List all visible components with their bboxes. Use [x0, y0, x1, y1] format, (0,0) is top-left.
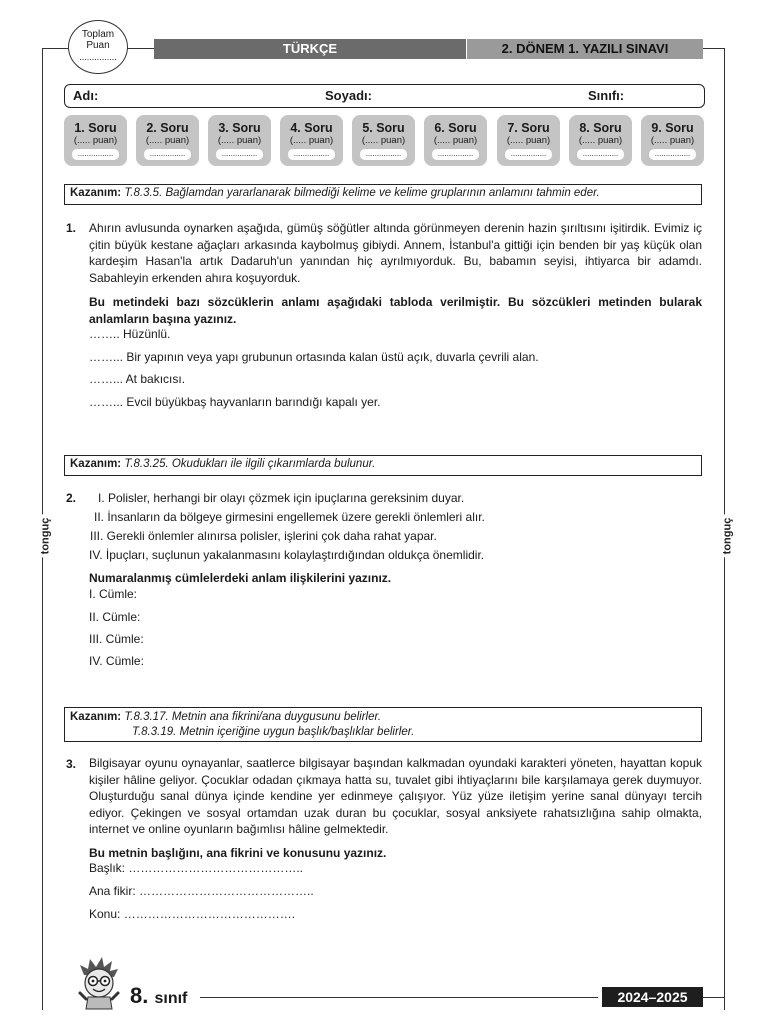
question-points: (..... puan)	[145, 135, 190, 146]
answer-line-2[interactable]: ……... Bir yapının veya yapı grubunun ortasında kalan üstü açık, duvarla çevrili alan.	[89, 350, 539, 364]
kazanim-box-2	[64, 455, 702, 476]
frame-top-mid-line	[126, 48, 154, 49]
answer-ana-fikir[interactable]: Ana fikir: ……………………………………..	[89, 884, 314, 898]
question-label: 9. Soru	[651, 121, 694, 135]
question-label: 1. Soru	[74, 121, 117, 135]
frame-bottom-line	[200, 997, 598, 998]
class-label: Sınıfı:	[588, 88, 625, 103]
question-label: 4. Soru	[290, 121, 333, 135]
question-points: (..... puan)	[433, 135, 478, 146]
mascot-icon	[72, 955, 126, 1011]
question-points: (..... puan)	[361, 135, 406, 146]
exam-title: 2. DÖNEM 1. YAZILI SINAVI	[467, 39, 703, 59]
grade-number: 8.	[130, 983, 149, 1008]
score-label-2: Puan	[86, 40, 110, 51]
question-blank: ................	[360, 149, 407, 160]
question-score-box[interactable]	[64, 115, 127, 166]
question-3-paragraph: Bilgisayar oyunu oynayanlar, saatlerce bilgisayar başından kalkmadan oyundaki karakteri yöneten, hayattan kopuk kişiler hâline geliyor. Çocuklar odadan çıkmaya hatta su, tuvalet gibi ihtiyaçlarını bile karşılamaya gerek duymuyor. Oluşturduğu sanal dünya içinde kendine yer edinmeye çalışıyor. Yüz yüze iletişim yerine sanal dünyayı tercih ediyor. Çekingen ve sosyal ortamdan uzak duran bu çocuklar, sosyal anksiyete rahatsızlığına sahip olmakta, internet ve online oyunların bağımlısı hâline gelmektedir.	[89, 756, 702, 836]
score-blank: ...............	[79, 52, 117, 62]
kazanim-label: Kazanım:	[70, 187, 122, 199]
question-points: (..... puan)	[578, 135, 623, 146]
question-blank: ................	[288, 149, 335, 160]
question-number-1: 1.	[66, 221, 77, 235]
question-1-paragraph: Ahırın avlusunda oynarken aşağıda, gümüş söğütler altında görünmeyen derenin hazin şırıltısını işitirdik. Evimiz iç çitin büyük kestane ağaçları arkasında kaybolmuş gibiydi. Annem, İstanbul'a gittiği için benden bir yaş küçük olan kardeşim Hasan'la artık Dadaruh'un yanından hiç ayrılmıyorduk. Bu, babamın seyisi, ihtiyarca bir adamdı. Sabahleyin erkenden ahıra koşuyorduk.	[89, 221, 702, 285]
school-year-badge: 2024–2025	[602, 987, 703, 1007]
question-points: (..... puan)	[289, 135, 334, 146]
kazanim-label: Kazanım:	[70, 458, 122, 470]
sentence-4: IV. İpuçları, suçlunun yakalanmasını kolaylaştırdığından oldukça önemlidir.	[89, 548, 485, 562]
answer-konu[interactable]: Konu: …………………………………….	[89, 907, 296, 921]
sentence-2: II. İnsanların da bölgeye girmesini engellemek üzere gerekli önlemleri alır.	[94, 510, 485, 524]
kazanim-text-2: T.8.3.19. Metnin içeriğine uygun başlık/başlıklar belirler.	[132, 726, 415, 738]
subject-title: TÜRKÇE	[154, 39, 466, 59]
kazanim-text-1: T.8.3.17. Metnin ana fikrini/ana duygusunu belirler.	[124, 711, 382, 723]
question-number-2: 2.	[66, 491, 77, 505]
side-brand-left: tonguç	[39, 515, 51, 558]
answer-cumle-2[interactable]: II. Cümle:	[89, 610, 141, 624]
question-number-3: 3.	[66, 757, 77, 771]
question-blank: ................	[144, 149, 191, 160]
question-points: (..... puan)	[650, 135, 695, 146]
frame-top-left-line	[42, 48, 68, 49]
question-label: 7. Soru	[507, 121, 550, 135]
question-blank: ................	[72, 149, 119, 160]
sentence-3: III. Gerekli önlemler alınırsa polisler, işlerini çok daha rahat yapar.	[90, 529, 437, 543]
score-label-1: Toplam	[81, 29, 115, 40]
question-label: 3. Soru	[218, 121, 261, 135]
question-blank: ................	[505, 149, 552, 160]
question-score-box[interactable]	[424, 115, 487, 166]
side-brand-right: tonguç	[721, 515, 733, 558]
question-3-prompt: Bu metnin başlığını, ana fikrini ve konusunu yazınız.	[89, 846, 387, 860]
question-blank: ................	[216, 149, 263, 160]
question-blank: ................	[577, 149, 624, 160]
kazanim-box-3	[64, 707, 702, 742]
question-score-box[interactable]	[641, 115, 704, 166]
question-points: (..... puan)	[506, 135, 551, 146]
question-points: (..... puan)	[73, 135, 118, 146]
question-blank: ................	[649, 149, 696, 160]
question-score-box[interactable]	[208, 115, 271, 166]
grade-word: sınıf	[154, 990, 188, 1007]
answer-line-3[interactable]: ……... At bakıcısı.	[89, 372, 186, 386]
answer-line-1[interactable]: …….. Hüzünlü.	[89, 327, 171, 341]
answer-cumle-4[interactable]: IV. Cümle:	[89, 654, 144, 668]
frame-bottom-right-line	[703, 997, 725, 998]
question-score-box[interactable]	[280, 115, 343, 166]
question-label: 5. Soru	[362, 121, 405, 135]
question-score-box[interactable]	[352, 115, 415, 166]
question-points: (..... puan)	[217, 135, 262, 146]
question-label: 2. Soru	[146, 121, 189, 135]
kazanim-label: Kazanım:	[70, 711, 122, 723]
question-label: 6. Soru	[434, 121, 477, 135]
answer-baslik[interactable]: Başlık: ……………………………………..	[89, 861, 304, 875]
question-2-prompt: Numaralanmış cümlelerdeki anlam ilişkilerini yazınız.	[89, 571, 392, 585]
kazanim-text: T.8.3.25. Okudukları ile ilgili çıkarımlarda bulunur.	[124, 458, 376, 470]
question-blank: ................	[432, 149, 479, 160]
frame-top-right-line	[703, 48, 725, 49]
total-score-circle[interactable]	[68, 20, 128, 74]
question-1-prompt: Bu metindeki bazı sözcüklerin anlamı aşağıdaki tabloda verilmiştir. Bu sözcükleri metinden bularak anlamların başına yazınız.	[89, 295, 702, 326]
question-label: 8. Soru	[579, 121, 622, 135]
student-info-bar[interactable]	[64, 84, 705, 108]
answer-cumle-1[interactable]: I. Cümle:	[89, 587, 138, 601]
question-score-box[interactable]	[136, 115, 199, 166]
kazanim-box-1	[64, 184, 702, 205]
sentence-1: I. Polisler, herhangi bir olayı çözmek için ipuçlarına gereksinim duyar.	[98, 491, 465, 505]
grade-title	[130, 983, 187, 1009]
answer-cumle-3[interactable]: III. Cümle:	[89, 632, 144, 646]
surname-label: Soyadı:	[325, 88, 372, 103]
kazanim-text: T.8.3.5. Bağlamdan yararlanarak bilmediği kelime ve kelime gruplarının anlamını tahmin eder.	[124, 187, 600, 199]
name-label: Adı:	[73, 88, 99, 103]
question-score-box[interactable]	[569, 115, 632, 166]
answer-line-4[interactable]: ……... Evcil büyükbaş hayvanların barındığı kapalı yer.	[89, 395, 381, 409]
question-score-box[interactable]	[497, 115, 560, 166]
